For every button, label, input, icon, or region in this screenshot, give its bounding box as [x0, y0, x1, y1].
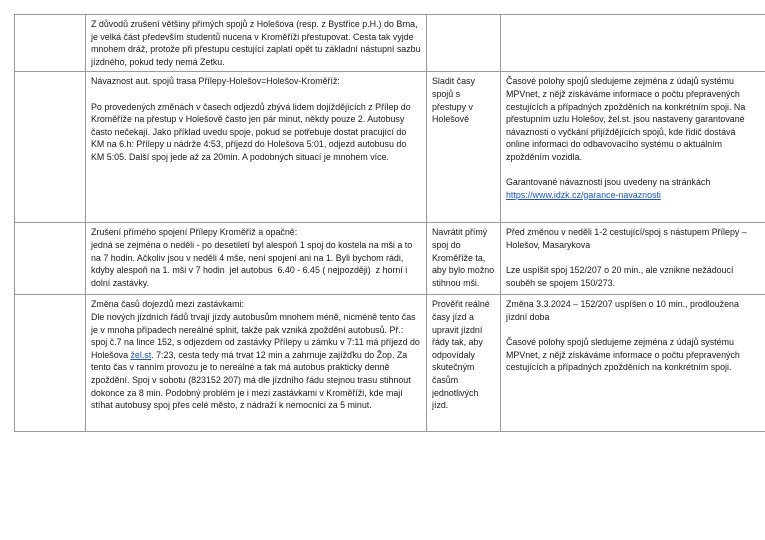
requests-table — [14, 14, 765, 432]
request-text: Zrušení přímého spojení Přílepy Kroměříž a opačně: jedná se zejména o neděli - po desetiletí byl alespoň 1 spoj do kostela na mši a to na 7 hodin. Ačkoliv jsou v neděli 4 mše, není spojení ani na 1. Byli bychom rádi, kdyby alespoň na 1. mši v 7 hodin jel autobus 6.40 - 6.45 ( nejpozději) z horní i dolní zastávky. — [91, 227, 413, 288]
proposal-text: Sladit časy spojů s přestupy v Holešově — [432, 76, 478, 125]
table-row — [15, 223, 765, 295]
response-text: Garantované návaznosti jsou uvedeny na stránkách — [506, 177, 711, 188]
request-cell — [86, 295, 427, 432]
request-cell — [86, 223, 427, 295]
response-text: Změna 3.3.2024 – 152/207 uspíšen o 10 min., prodloužena jízdní doba — [506, 299, 742, 322]
row-number-cell — [15, 223, 86, 295]
response-cell — [501, 15, 765, 72]
response-text: Lze uspíšit spoj 152/207 o 20 min., ale vznikne nežádoucí souběh se spojem 150/273. — [506, 265, 736, 288]
request-text: Z důvodů zrušení většiny přímých spojů z Holešova (resp. z Bystřice p.H.) do Brna, je velká část především studentů nucena v Kroměříži přestupovat. Cesta tak vyjde mnohem dráž, protože při přestupu cestující zaplatí opět tu základní nástupní sazbu jízdného, pokud tedy nemá Zetku. — [91, 19, 424, 67]
proposal-cell — [427, 15, 501, 72]
row-number-cell — [15, 15, 86, 72]
proposal-text: Navrátit přímý spoj do Kroměříže ta, aby bylo možno stihnou mši. — [432, 227, 497, 288]
request-text — [91, 298, 421, 411]
zel-st-link[interactable]: žel.st — [130, 349, 152, 360]
request-cell — [86, 15, 427, 72]
proposal-cell — [427, 72, 501, 223]
proposal-cell — [427, 295, 501, 432]
request-heading: Návaznost aut. spojů trasa Přílepy-Holešov=Holešov-Kroměříž: — [91, 76, 340, 87]
response-cell — [501, 295, 765, 432]
response-text: Časové polohy spojů sledujeme zejména z údajů systému MPVnet, z nějž získáváme informace o počtu přepravených cestujících a případných zpožděních na konkrétním spoji. Na přestupním uzlu Holešov, žel.st. jsou nastaveny garantované návaznosti o vyčkání přijíždějících spojů, kde řidič dostává online informaci do odbavovacího systému o aktuálním zpožděním vozidla. — [506, 76, 748, 162]
table-row — [15, 72, 765, 223]
table-row — [15, 295, 765, 432]
row-number-cell — [15, 72, 86, 223]
response-text: Časové polohy spojů sledujeme zejména z údajů systému MPVnet, z nějž získáváme informace o počtu přepravených cestujících a případných zpožděních na konkrétním spoji. — [506, 337, 743, 373]
response-text: Před změnou v neděli 1-2 cestující/spoj s nástupem Přílepy – Holešov, Masarykova — [506, 227, 750, 250]
request-text-head: Změna časů dojezdů mezi zastávkami: Dle nových jízdních řádů trvají jízdy autobusům mnohem méně, nicméně tento čas je v mnoha případech nereálné splnit, takže pak vzniká zpoždění autobusů. Př.: spoj č.7 na lince 152, s odjezdem od zastávky Přílepy u zámku v 7:11 má příjezd do Holešova — [91, 299, 420, 360]
response-cell — [501, 72, 765, 223]
request-text-tail: . 7:23, cesta tedy má trvat 12 min a zahrnuje zajížďku do Žop. Za tento čas v ranním provozu je to nereálné a tak má autobus prakticky denně zpoždění. Spoj v sobotu (823152 207) má dle jízdního řádu stejnou trasu stihnout dokonce za 8 min. Podobný problém je i mezi zastávkami v Kroměříži, kde mají stíhat autobusy spoj přes celé město, z nádraží k nemocnici za 5 minut. — [91, 349, 414, 411]
table-row — [15, 15, 765, 72]
request-text: Po provedených změnách v časech odjezdů zbývá lidem dojíždějících z Přílep do Kroměříže na přestup v Holešově často jen pár minut, někdy pouze 2. Autobusy často nečekají. Jako příklad uvedu spoje, pokud se potřebuje dostat pracující do KM na 6.h: Přílepy u nádrže 4:53, příjezd do Holešova 5:01, odjezd autobusu do KM 5:05. Další spoj jede až za 20min. A podobných situací je mnohem více. — [91, 101, 414, 162]
proposal-text: Prověřit reálné časy jízd a upravit jízdní řády tak, aby odpovídaly skutečným časům jednotlivých jízd. — [432, 299, 493, 411]
garance-navaznosti-link[interactable]: https://www.idzk.cz/garance-navaznosti — [506, 189, 661, 200]
row-number-cell — [15, 295, 86, 432]
proposal-cell — [427, 223, 501, 295]
response-cell — [501, 223, 765, 295]
request-cell — [86, 72, 427, 223]
